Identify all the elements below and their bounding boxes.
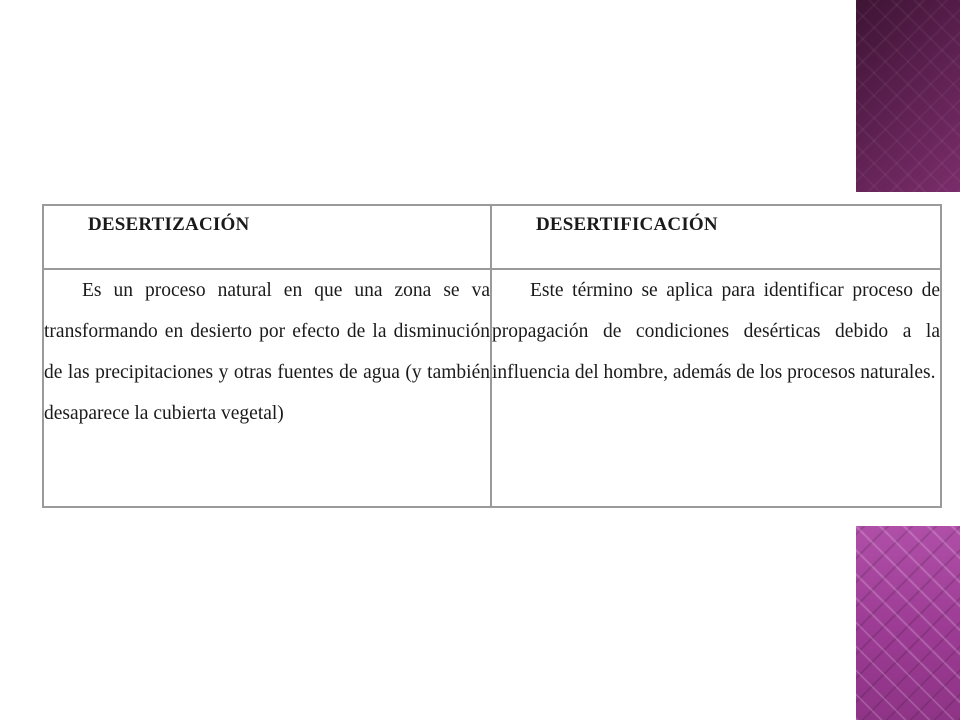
definition-desertizacion: Es un proceso natural en que una zona se va transformando en desierto por efecto de la disminución de las precipitaciones y otras fuentes de agua (y también desaparece la cubierta vegetal) <box>44 280 490 424</box>
definition-desertificacion: Este término se aplica para identificar proceso de propagación de condiciones desérticas debido a la influencia del hombre, además de los procesos naturales. <box>492 280 940 383</box>
body-cell-right <box>491 269 941 507</box>
table-row <box>43 269 941 507</box>
body-cell-left <box>43 269 491 507</box>
decorative-pink-block-bottom <box>856 526 960 720</box>
header-desertizacion: DESERTIZACIÓN <box>88 214 250 235</box>
table-header-row <box>43 205 941 269</box>
comparison-table <box>42 204 942 508</box>
header-desertificacion: DESERTIFICACIÓN <box>536 214 718 235</box>
header-cell-right <box>491 205 941 269</box>
header-cell-left <box>43 205 491 269</box>
decorative-plum-block-top <box>856 0 960 192</box>
